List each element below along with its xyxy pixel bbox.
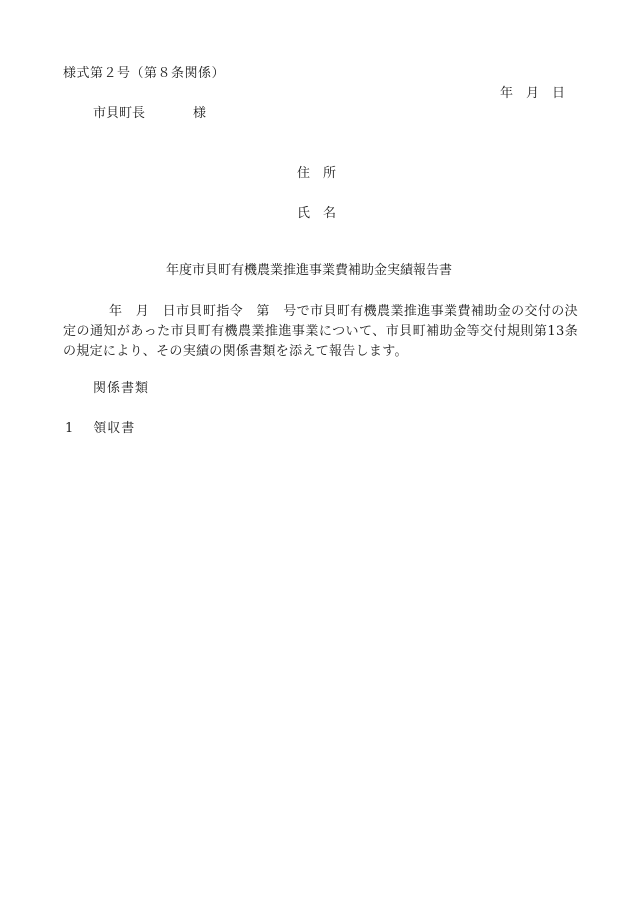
document-title: 年度市貝町有機農業推進事業費補助金実績報告書 <box>166 263 453 278</box>
submission-date: 年 月 日 <box>500 86 566 101</box>
report-body-text: 年 月 日市貝町指令 第 号で市貝町有機農業推進事業費補助金の交付の決定の通知があった市貝町有機農業推進事業について、市貝町補助金等交付規則第13条の規定により、その実績の関係書類を添えて報告します。 <box>63 304 578 359</box>
attachments-heading: 関係書類 <box>93 381 150 396</box>
applicant-name-label: 氏 名 <box>297 206 337 221</box>
form-number: 様式第２号（第８条関係） <box>63 66 226 81</box>
applicant-address-label: 住 所 <box>297 166 337 181</box>
addressee-honorific: 様 <box>193 106 207 121</box>
attachment-item-label: 領収書 <box>93 421 136 436</box>
attachment-item <box>65 421 135 437</box>
attachment-item-number: 1 <box>65 421 74 436</box>
addressee-name: 市貝町長 <box>93 106 146 121</box>
addressee <box>93 106 206 122</box>
